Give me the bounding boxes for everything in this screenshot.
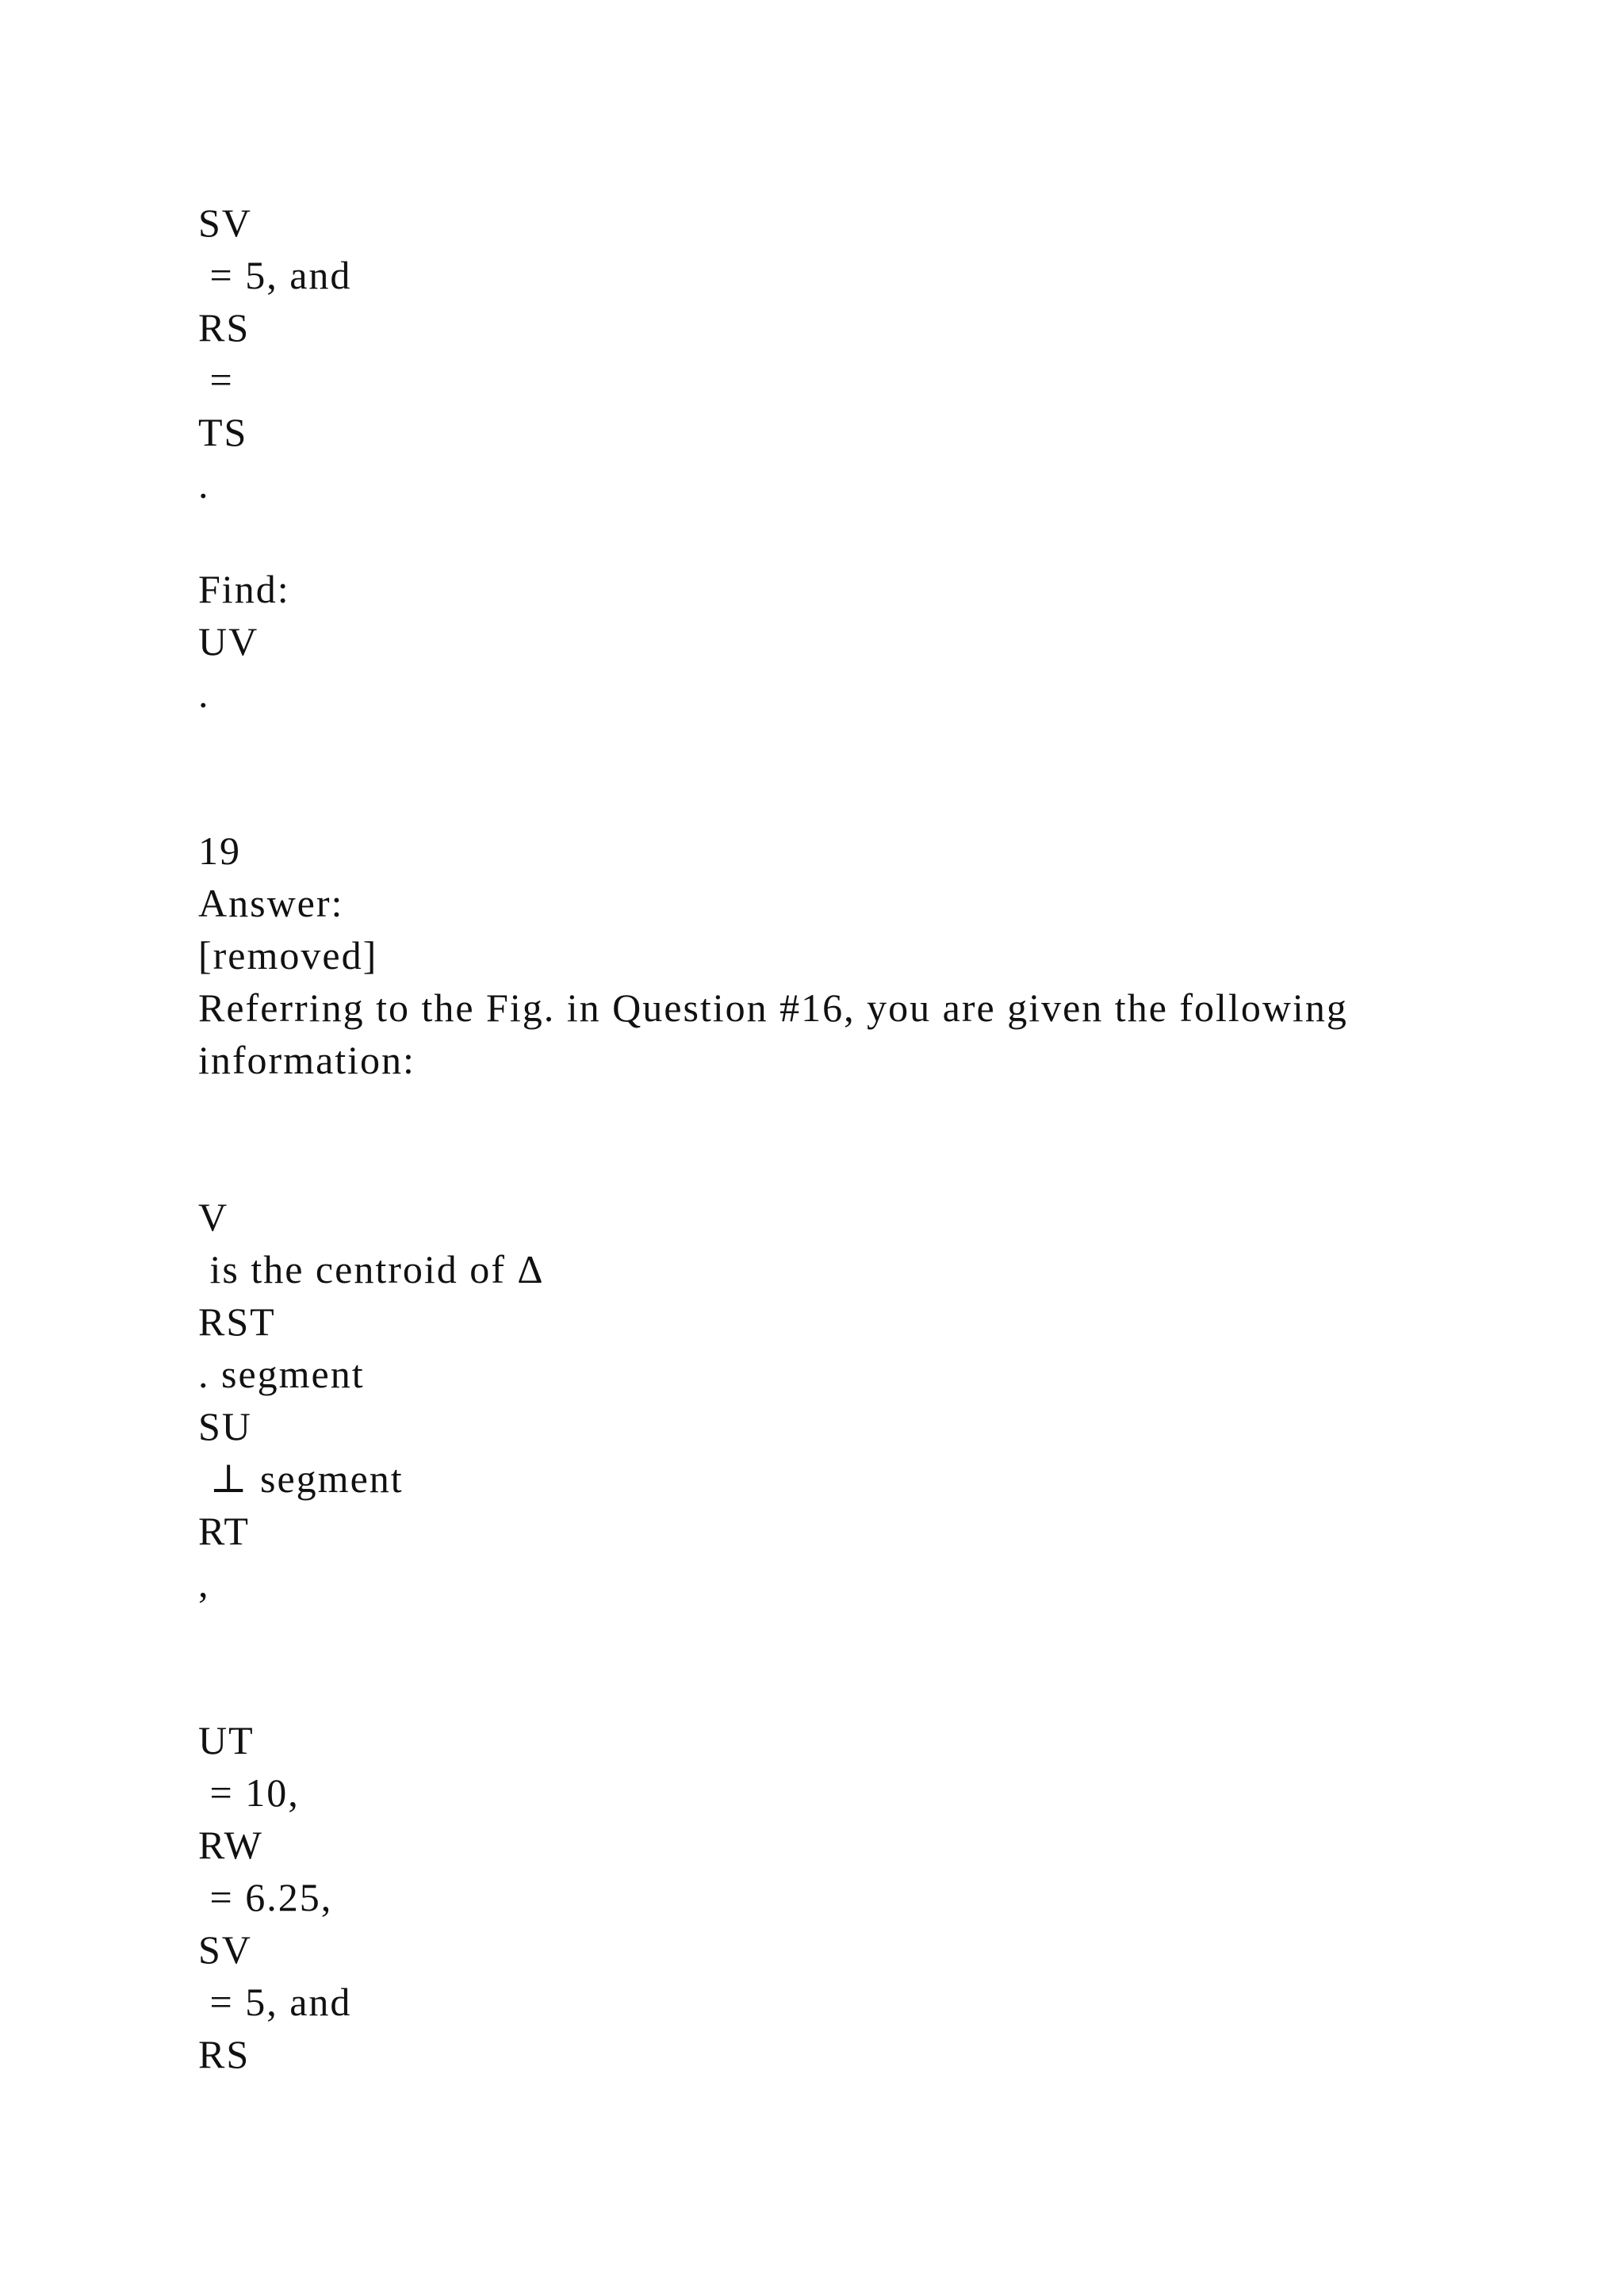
segment-text: . segment bbox=[198, 1352, 365, 1396]
segment-label-su: SU bbox=[198, 1404, 252, 1448]
period-text: . bbox=[198, 462, 210, 507]
find-label: Find: bbox=[198, 567, 290, 611]
centroid-text: is the centroid of Δ bbox=[198, 1247, 545, 1292]
answer-label: Answer: bbox=[198, 881, 344, 925]
answer-value: [removed] bbox=[198, 933, 378, 978]
segment-label-rt: RT bbox=[198, 1509, 250, 1553]
segment-label-ts: TS bbox=[198, 410, 248, 454]
segment-label-rw: RW bbox=[198, 1823, 263, 1867]
question-number: 19 bbox=[198, 828, 241, 873]
point-label-v: V bbox=[198, 1195, 229, 1239]
perpendicular-text: ⊥ segment bbox=[198, 1456, 404, 1501]
segment-label-uv: UV bbox=[198, 619, 259, 664]
sv-value-text: = 5, and bbox=[198, 1980, 352, 2024]
comma-text: , bbox=[198, 1561, 210, 1605]
ut-value-text: = 10, bbox=[198, 1770, 300, 1815]
segment-label-rs: RS bbox=[198, 305, 251, 350]
segment-label-rs: RS bbox=[198, 2032, 251, 2076]
sv-value-text: = 5, and bbox=[198, 253, 352, 297]
segment-label-ut: UT bbox=[198, 1718, 255, 1762]
segment-label-sv: SV bbox=[198, 1927, 252, 1972]
period-text: . bbox=[198, 672, 210, 716]
segment-label-sv: SV bbox=[198, 201, 252, 245]
rw-value-text: = 6.25, bbox=[198, 1875, 333, 1919]
question-prompt: Referring to the Fig. in Question #16, you are given the following information: bbox=[198, 985, 1348, 1082]
equals-text: = bbox=[198, 358, 234, 402]
triangle-label-rst: RST bbox=[198, 1299, 276, 1344]
